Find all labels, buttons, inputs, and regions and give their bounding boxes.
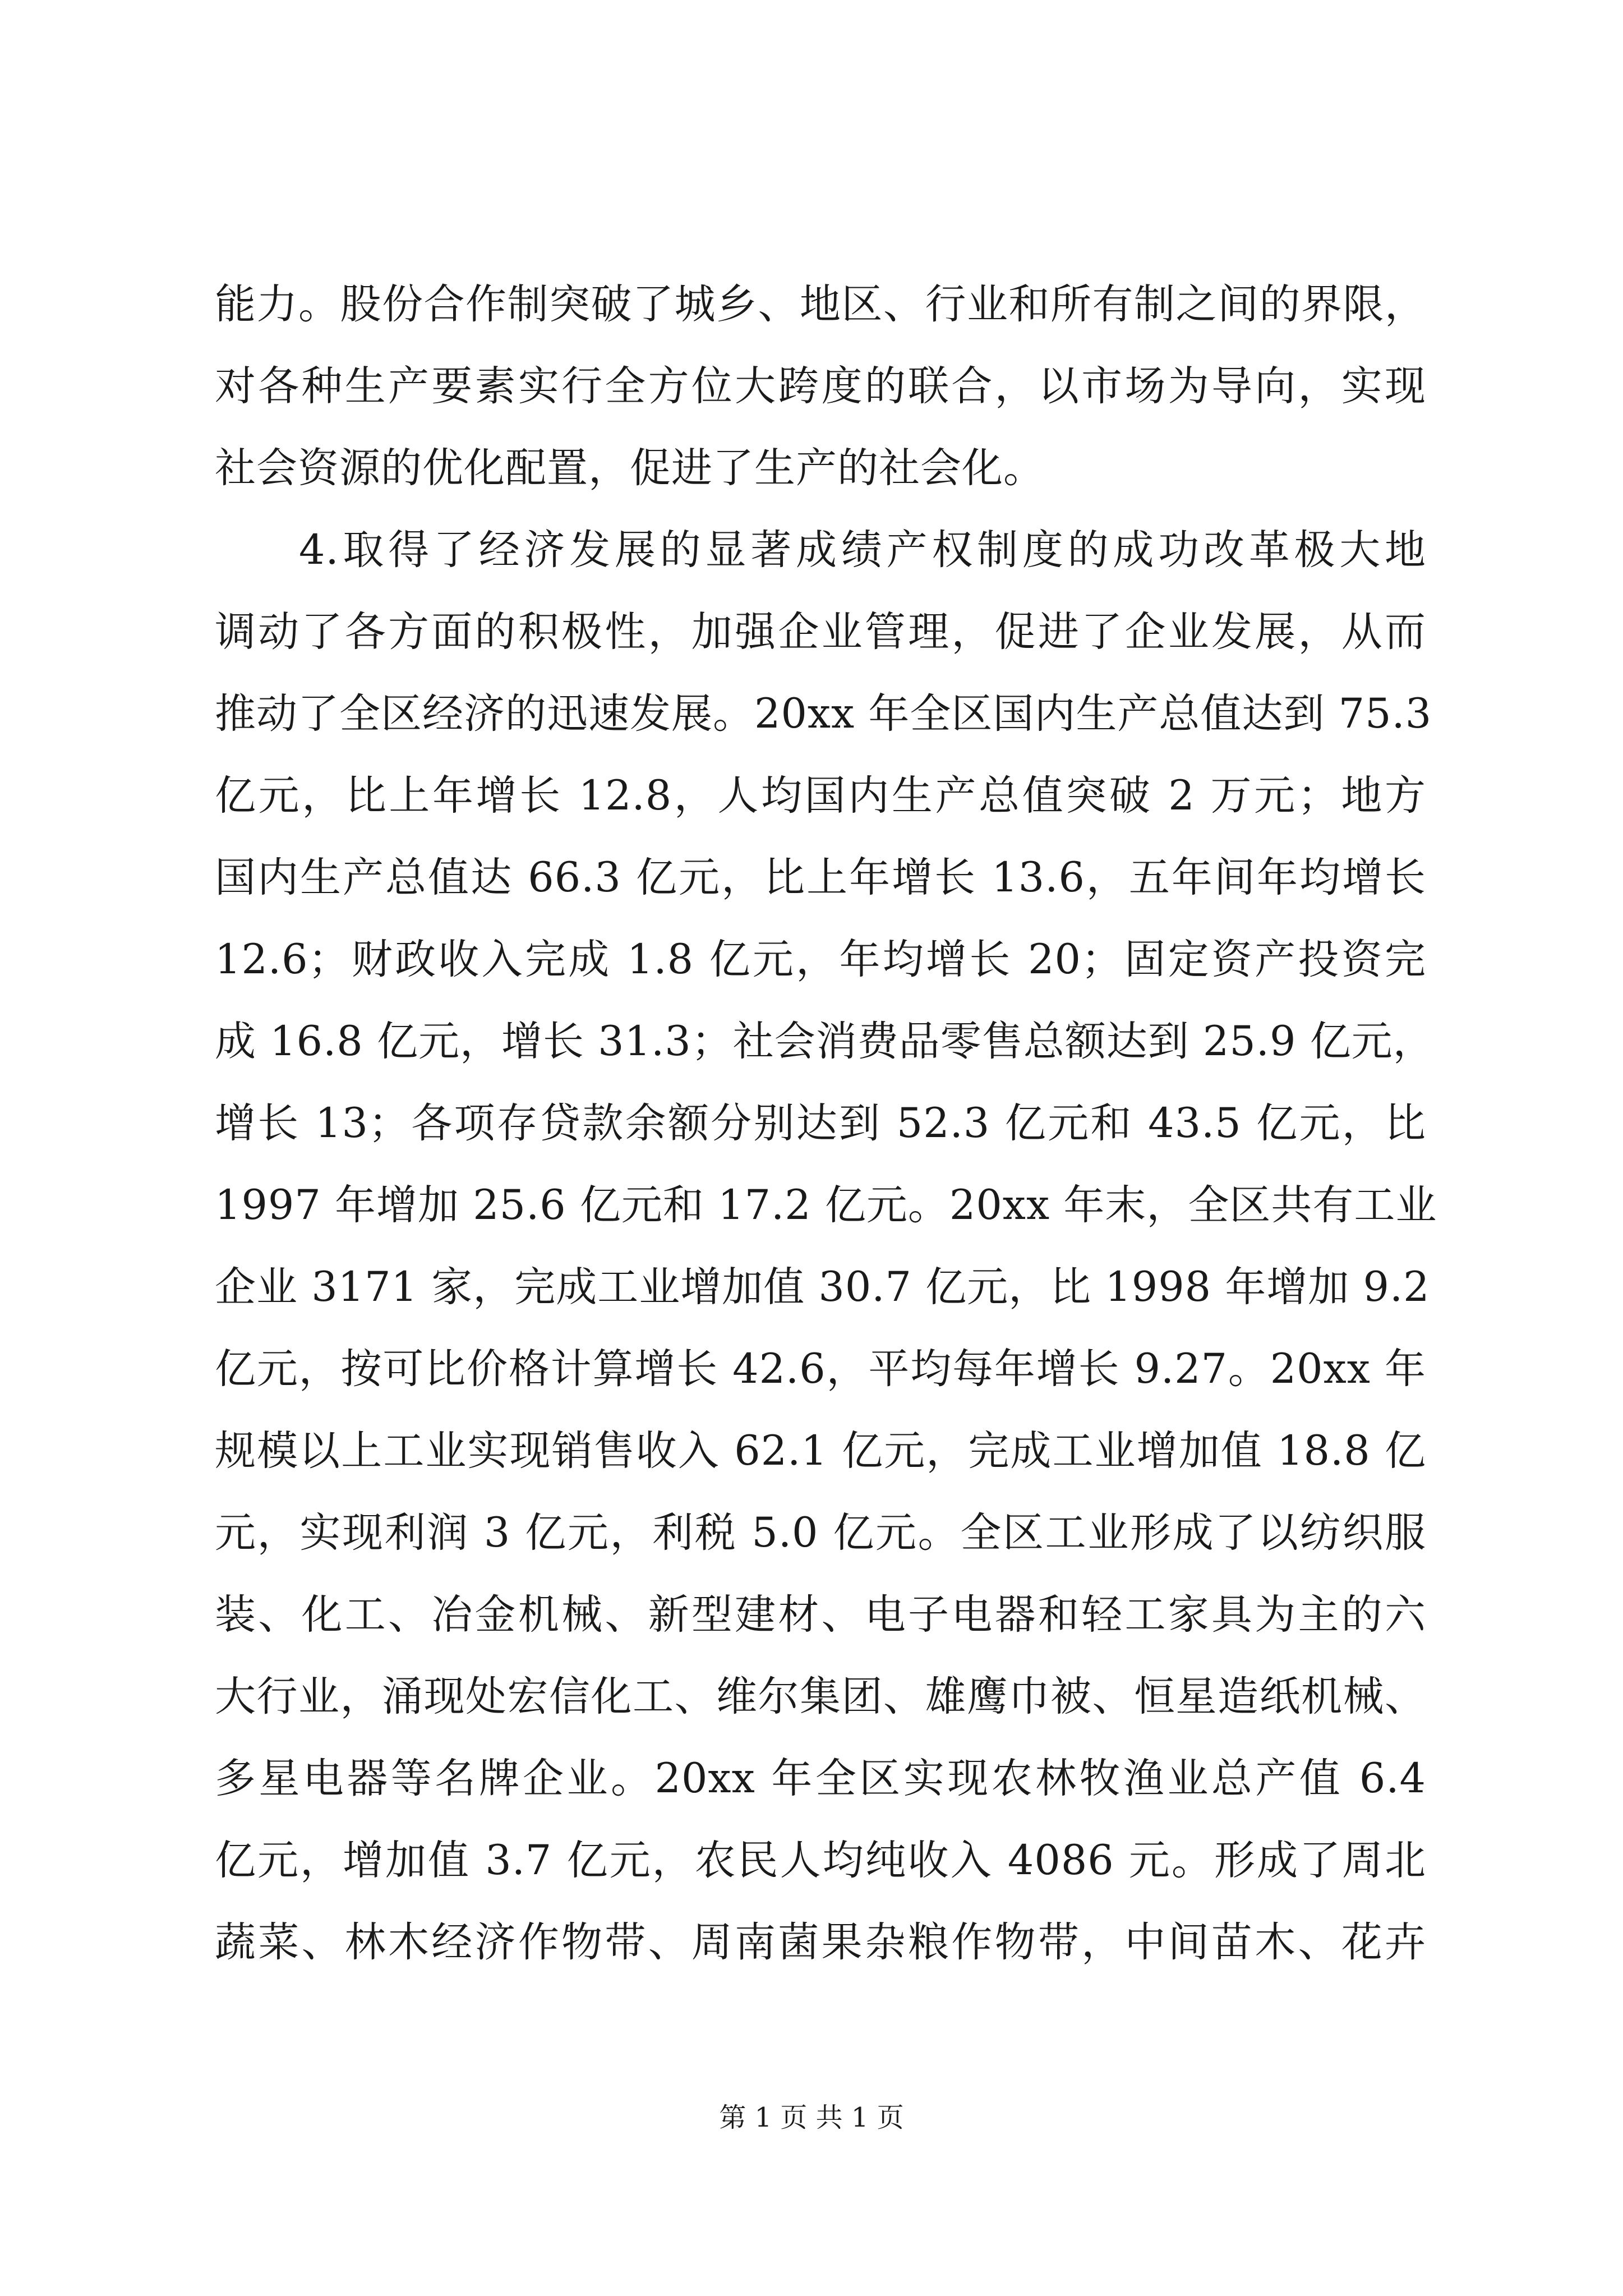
- paragraph-start-line: 4.取得了经济发展的显著成绩产权制度的成功改革极大地: [299, 526, 1426, 574]
- text-line: 亿元，比上年增长 12.8，人均国内生产总值突破 2 万元；地方: [215, 772, 1426, 820]
- text-line: 12.6；财政收入完成 1.8 亿元，年均增长 20；固定资产投资完: [215, 936, 1426, 983]
- text-line: 推动了全区经济的迅速发展。20xx 年全区国内生产总值达到 75.3: [215, 690, 1432, 738]
- text-line: 大行业，涌现处宏信化工、维尔集团、雄鹰巾被、恒星造纸机械、: [215, 1673, 1426, 1720]
- text-line: 企业 3171 家，完成工业增加值 30.7 亿元，比 1998 年增加 9.2: [215, 1263, 1430, 1311]
- page-number-footer: 第 1 页 共 1 页: [719, 2102, 904, 2133]
- text-line: 社会资源的优化配置，促进了生产的社会化。: [215, 444, 1045, 492]
- text-line: 装、化工、冶金机械、新型建材、电子电器和轻工家具为主的六: [215, 1591, 1426, 1639]
- text-line: 元，实现利润 3 亿元，利税 5.0 亿元。全区工业形成了以纺织服: [215, 1509, 1426, 1557]
- text-line: 增长 13；各项存贷款余额分别达到 52.3 亿元和 43.5 亿元，比: [215, 1099, 1426, 1147]
- text-line: 多星电器等名牌企业。20xx 年全区实现农林牧渔业总产值 6.4: [215, 1755, 1426, 1802]
- text-line: 亿元，按可比价格计算增长 42.6，平均每年增长 9.27。20xx 年: [215, 1345, 1426, 1393]
- document-body: [215, 264, 1437, 1984]
- text-line: 调动了各方面的积极性，加强企业管理，促进了企业发展，从而: [215, 608, 1426, 656]
- text-line: 1997 年增加 25.6 亿元和 17.2 亿元。20xx 年末，全区共有工业: [215, 1181, 1437, 1229]
- text-line: 规模以上工业实现销售收入 62.1 亿元，完成工业增加值 18.8 亿: [215, 1427, 1426, 1475]
- text-line: 成 16.8 亿元，增长 31.3；社会消费品零售总额达到 25.9 亿元，: [215, 1018, 1435, 1065]
- text-line: 亿元，增加值 3.7 亿元，农民人均纯收入 4086 元。形成了周北: [215, 1837, 1426, 1884]
- text-line: 蔬菜、林木经济作物带、周南菌果杂粮作物带，中间苗木、花卉: [215, 1918, 1426, 1966]
- text-line: 对各种生产要素实行全方位大跨度的联合，以市场为导向，实现: [215, 362, 1426, 410]
- text-line: 能力。股份合作制突破了城乡、地区、行业和所有制之间的界限，: [215, 280, 1426, 328]
- text-line: 国内生产总值达 66.3 亿元，比上年增长 13.6，五年间年均增长: [215, 854, 1426, 901]
